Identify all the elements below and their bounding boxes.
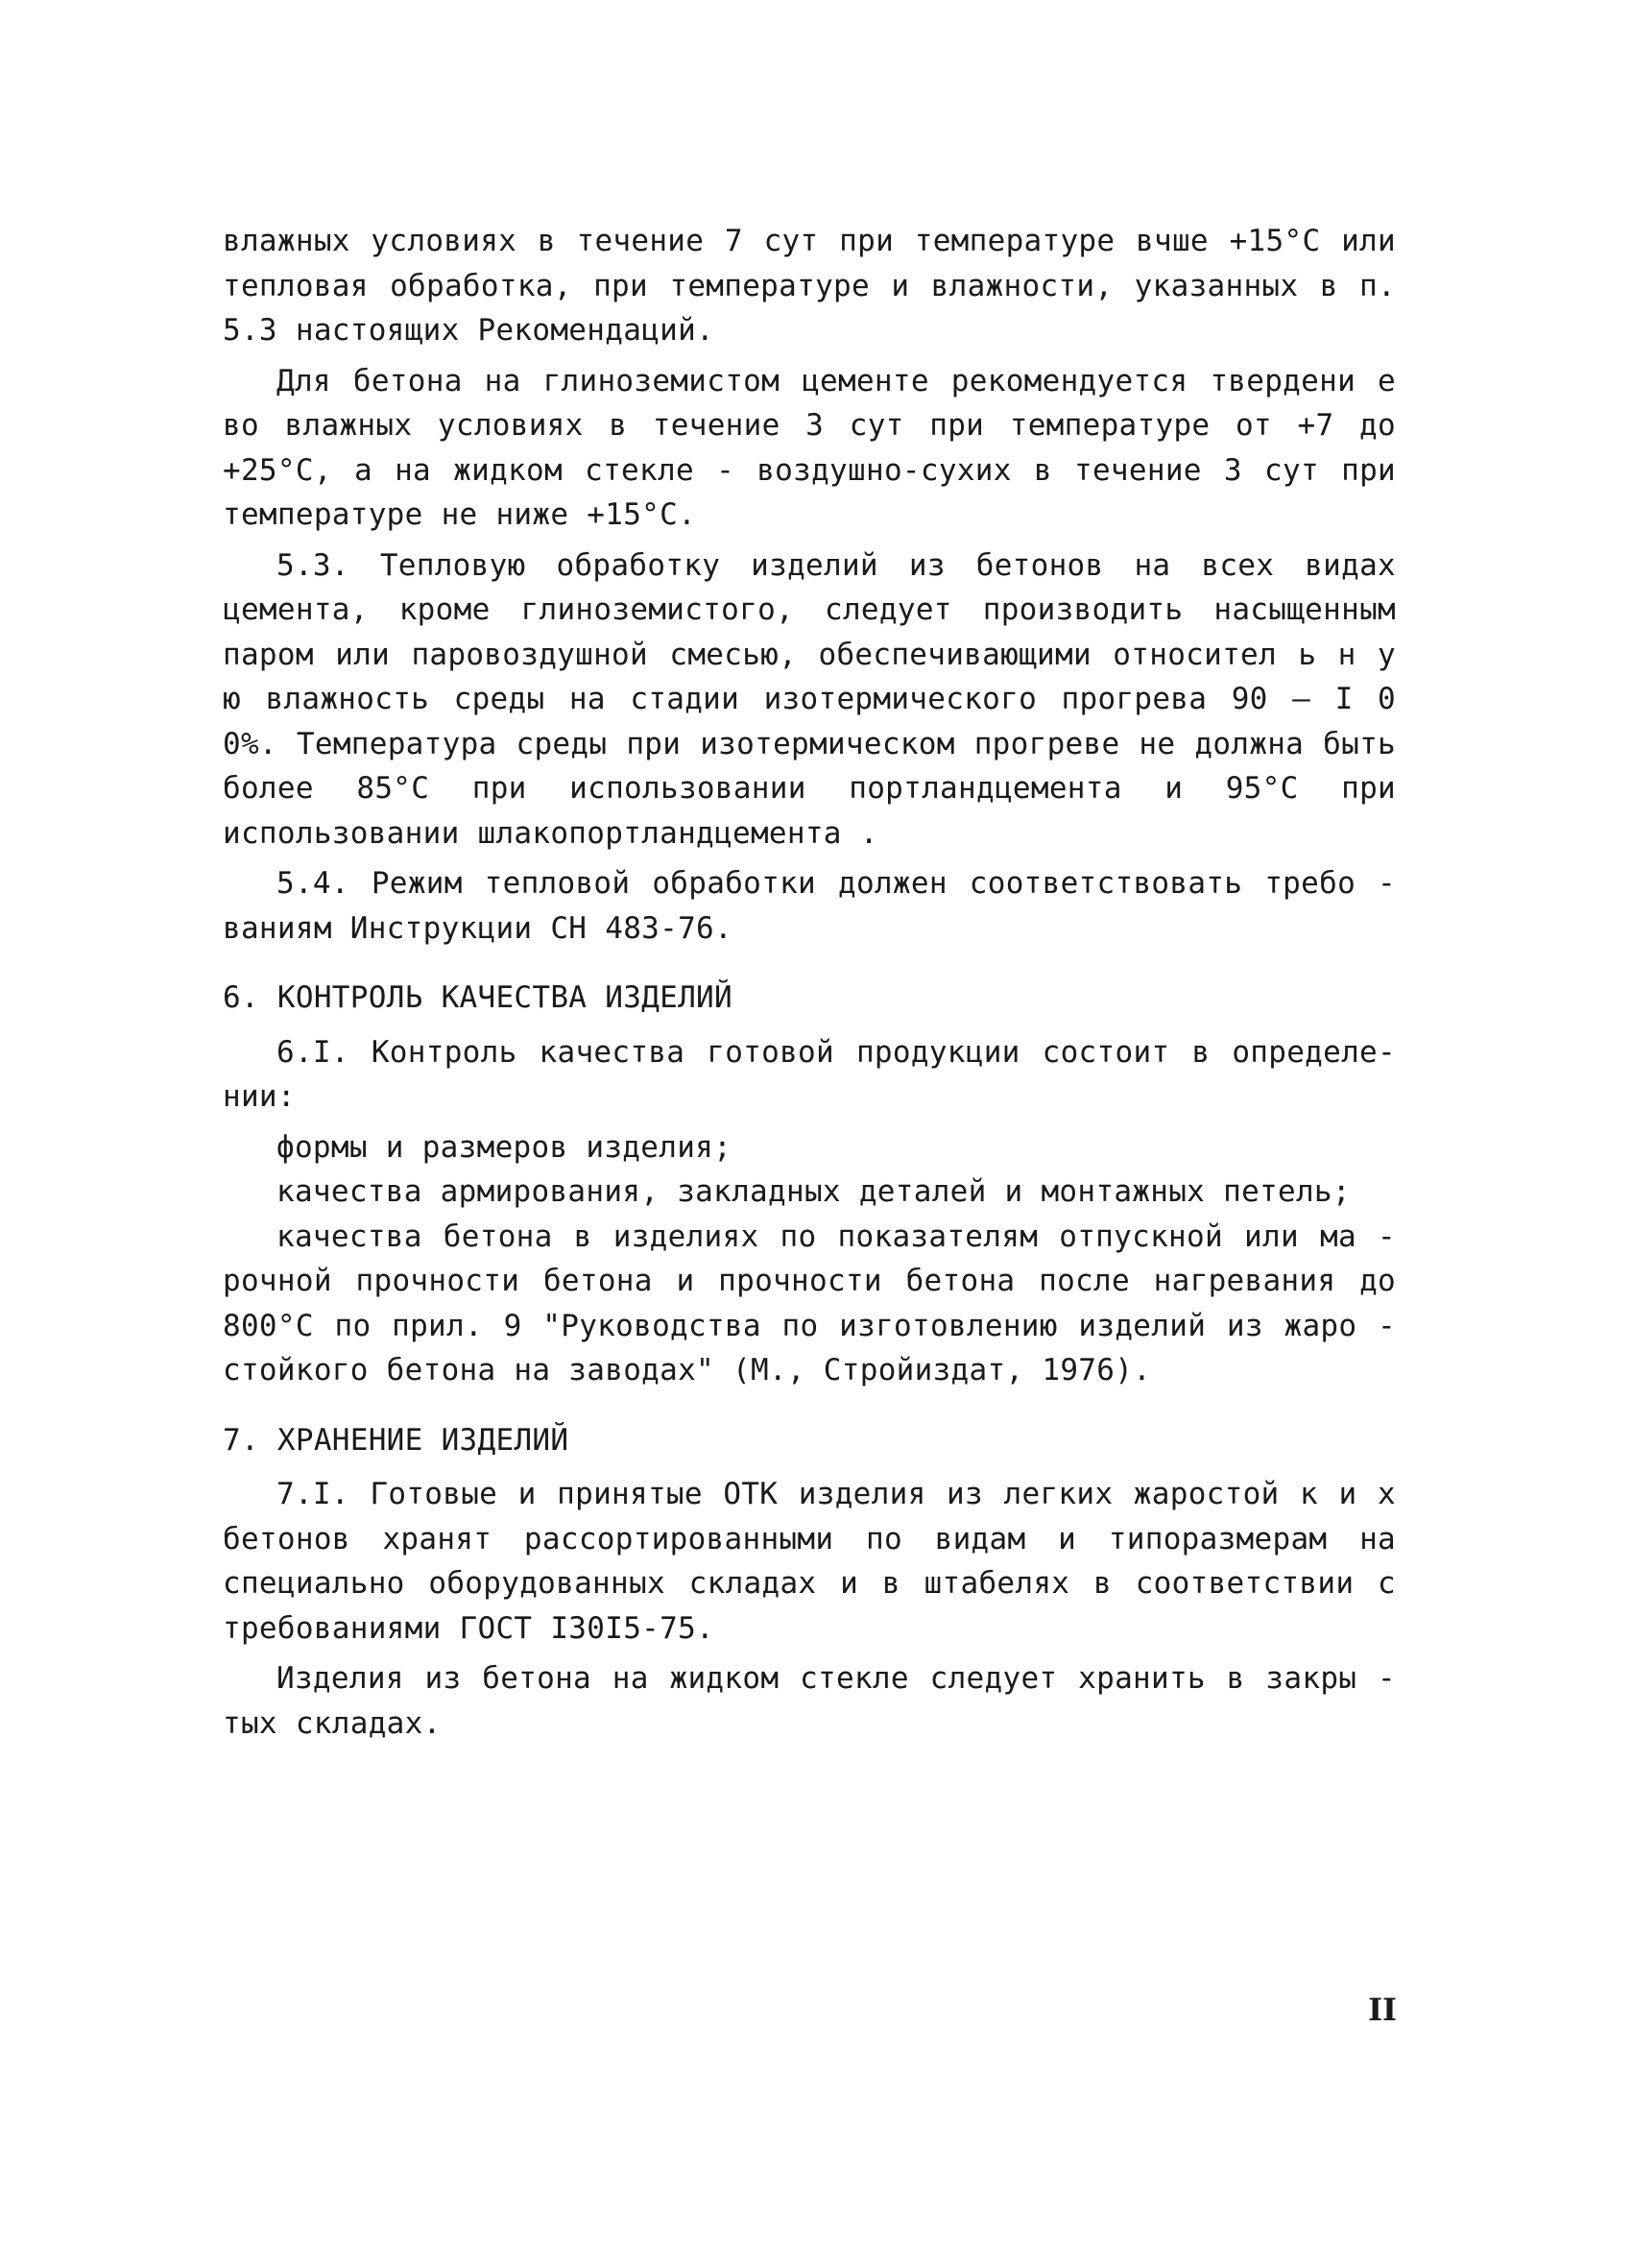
paragraph-5-4: 5.4. Режим тепловой обработки должен соответствовать требо - ваниям Инструкции СН 483-76. (223, 866, 1396, 946)
body-text (223, 219, 1396, 1746)
section-heading-7: 7. ХРАНЕНИЕ ИЗДЕЛИЙ (223, 1422, 569, 1458)
paragraph-alumina-cement: Для бетона на глиноземистом цементе рекомендуется твердени е во влажных условиях в течение 3 сут при температуре от +7 до +25°С, а на жидком стекле - воздушно-сухих в течение 3 сут при температуре не ниже +15°С. (223, 363, 1396, 532)
paragraph-6-1: 6.I. Контроль качества готовой продукции состоит в определе-нии: (223, 1034, 1396, 1114)
list-item-shape: формы и размеров изделия; (276, 1129, 732, 1165)
paragraph-5-3: 5.3. Тепловую обработку изделий из бетонов на всех видах цемента, кроме глиноземистого, следует производить насыщенным паром или паровоздушной смесью, обеспечивающими относител ь н у ю влажность среды на стадии изотермического прогрева 90 – I 0 0%. Температура среды при изотермическом прогреве не должна быть более 85°С при использовании портландцемента и 95°С при использовании шлакопортландцемента . (223, 547, 1396, 851)
paragraph-7-1: 7.I. Готовые и принятые ОТК изделия из легких жаростой к и х бетонов хранят рассортированными по видам и типоразмерам на специально оборудованных складах и в штабелях в соответствии с требованиями ГОСТ I30I5-75. (223, 1477, 1396, 1646)
list-item-concrete-quality: качества бетона в изделиях по показателям отпускной или ма - рочной прочности бетона и прочности бетона после нагревания до 800°С по прил. 9 "Руководства по изготовлению изделий из жаро - стойкого бетона на заводах" (М., Стройиздат, 1976). (223, 1218, 1396, 1387)
section-heading-6: 6. КОНТРОЛЬ КАЧЕСТВА ИЗДЕЛИЙ (223, 980, 732, 1015)
page-number: II (1368, 1991, 1397, 2028)
list-item-reinforcement: качества армирования, закладных деталей и монтажных петель; (276, 1174, 1351, 1209)
paragraph-liquid-glass-storage: Изделия из бетона на жидком стекле следует хранить в закры - тых складах. (223, 1661, 1396, 1741)
paragraph-curing-conditions: влажных условиях в течение 7 сут при температуре вчше +15°С или тепловая обработка, при температуре и влажности, указанных в п. 5.3 настоящих Рекомендаций. (223, 224, 1396, 348)
